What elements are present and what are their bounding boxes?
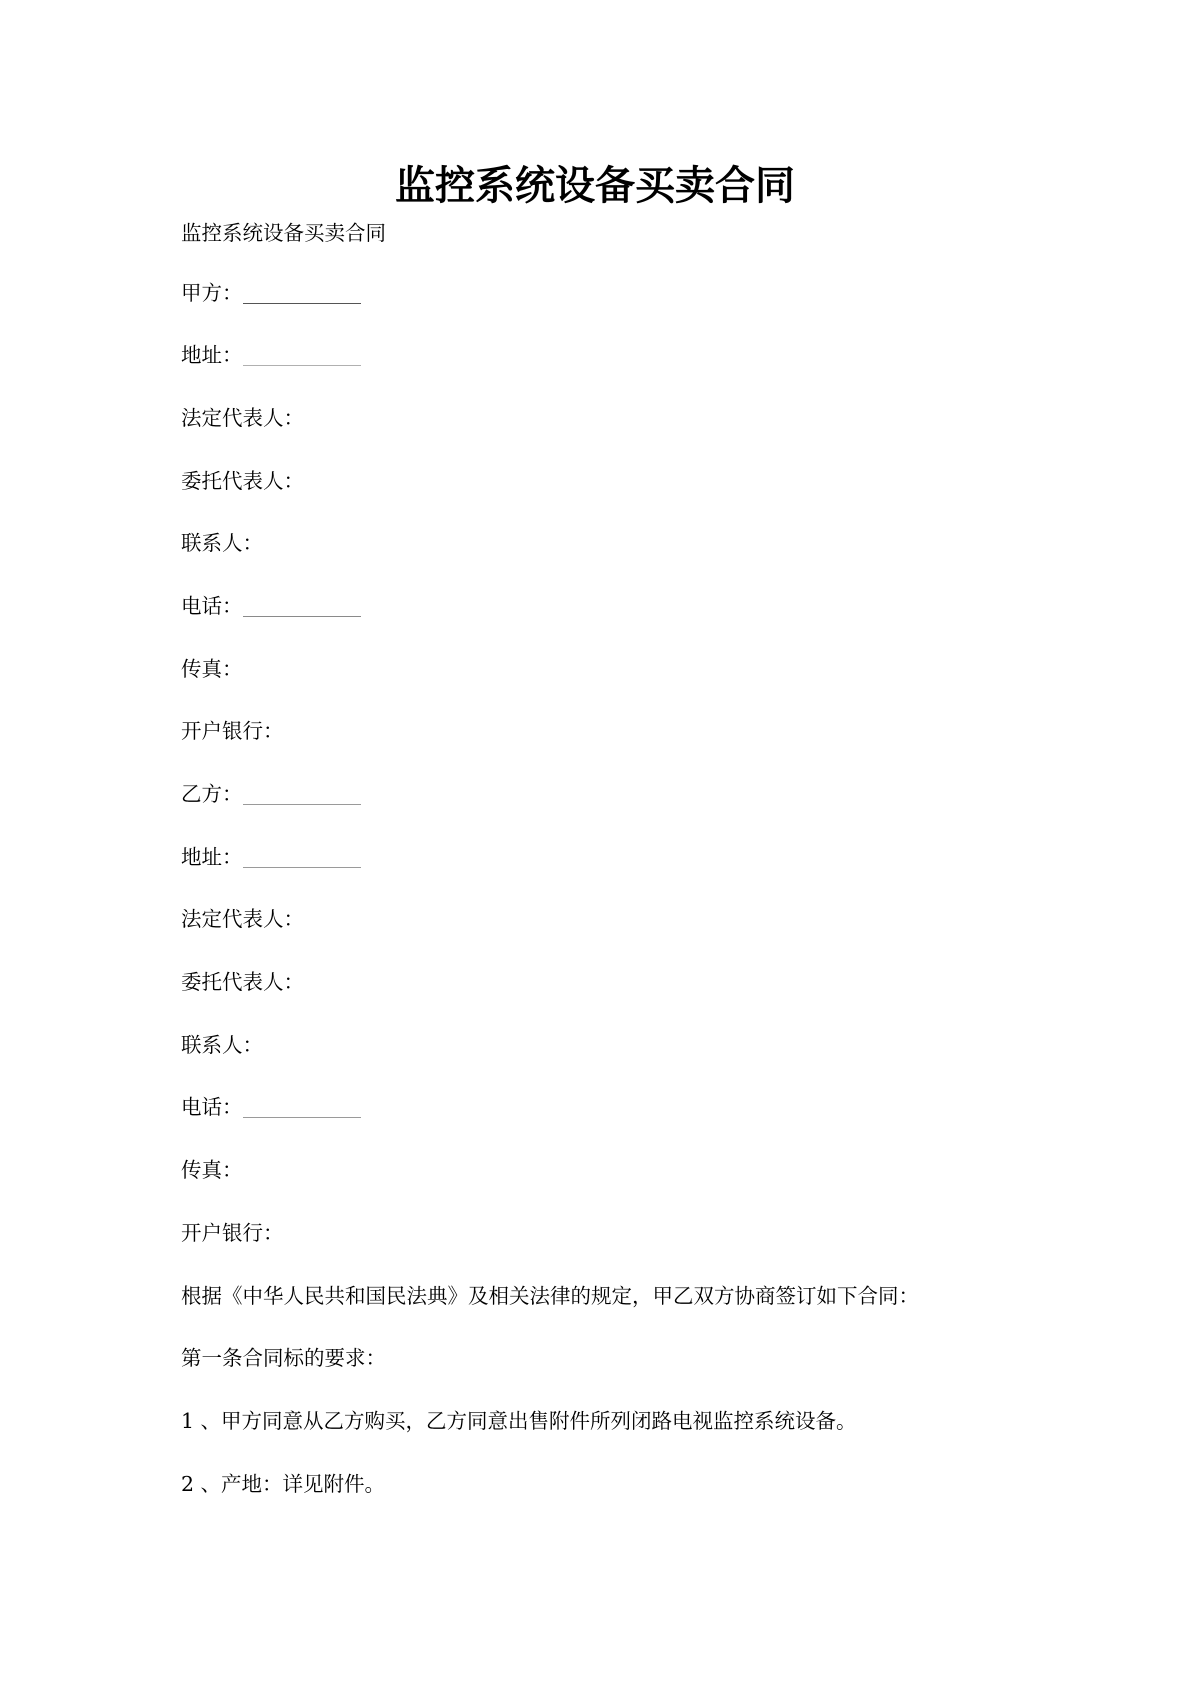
document-subtitle: 监控系统设备买卖合同	[181, 221, 386, 245]
party-a-address-label: 地址：	[181, 343, 243, 368]
party-b-address-blank-line	[243, 865, 361, 868]
party-a-address-blank-line	[243, 363, 361, 366]
party-a-blank-line	[243, 301, 361, 304]
party-b-row	[181, 781, 1110, 844]
party-a-fax-label: 传真：	[181, 656, 243, 681]
party-b-legal-rep-row	[181, 906, 1110, 969]
party-a-bank-row	[181, 718, 1110, 781]
party-b-bank-row	[181, 1220, 1110, 1283]
party-b-legal-rep-label: 法定代表人：	[181, 907, 304, 932]
party-b-entrusted-rep-label: 委托代表人：	[181, 970, 304, 995]
clause-1-paragraph	[181, 1408, 1110, 1471]
document-body	[181, 280, 1110, 1534]
party-a-legal-rep-label: 法定代表人：	[181, 405, 304, 430]
party-b-phone-blank-line	[243, 1115, 361, 1118]
party-a-contact-row	[181, 530, 1110, 593]
party-b-entrusted-rep-row	[181, 969, 1110, 1032]
clause-2-paragraph	[181, 1471, 1110, 1534]
party-b-bank-label: 开户银行：	[181, 1220, 284, 1245]
article-1-heading-text: 第一条合同标的要求：	[181, 1346, 386, 1371]
party-b-fax-label: 传真：	[181, 1158, 243, 1183]
article-1-heading	[181, 1345, 1110, 1408]
party-b-blank-line	[243, 802, 361, 805]
preamble-paragraph	[181, 1283, 1110, 1346]
party-a-label: 甲方：	[181, 280, 243, 305]
party-a-entrusted-rep-label: 委托代表人：	[181, 468, 304, 493]
party-a-bank-label: 开户银行：	[181, 719, 284, 744]
party-b-fax-row	[181, 1157, 1110, 1220]
party-b-contact-row	[181, 1032, 1110, 1095]
party-b-address-label: 地址：	[181, 844, 243, 869]
party-a-address-row	[181, 342, 1110, 405]
party-a-phone-row	[181, 593, 1110, 656]
party-a-entrusted-rep-row	[181, 468, 1110, 531]
party-a-legal-rep-row	[181, 405, 1110, 468]
clause-2-text: 2 、产地：详见附件。	[181, 1471, 386, 1496]
party-b-phone-label: 电话：	[181, 1095, 243, 1120]
party-a-phone-label: 电话：	[181, 593, 243, 618]
party-a-contact-label: 联系人：	[181, 531, 263, 556]
document-title: 监控系统设备买卖合同	[395, 162, 795, 209]
clause-1-text: 1 、甲方同意从乙方购买，乙方同意出售附件所列闭路电视监控系统设备。	[181, 1408, 857, 1433]
party-a-fax-row	[181, 656, 1110, 719]
party-b-phone-row	[181, 1094, 1110, 1157]
party-b-address-row	[181, 844, 1110, 907]
party-b-label: 乙方：	[181, 782, 243, 806]
party-a-row	[181, 280, 1110, 343]
preamble-text: 根据《中华人民共和国民法典》及相关法律的规定，甲乙双方协商签订如下合同：	[181, 1283, 919, 1308]
party-a-phone-blank-line	[243, 614, 361, 617]
party-b-contact-label: 联系人：	[181, 1032, 263, 1057]
